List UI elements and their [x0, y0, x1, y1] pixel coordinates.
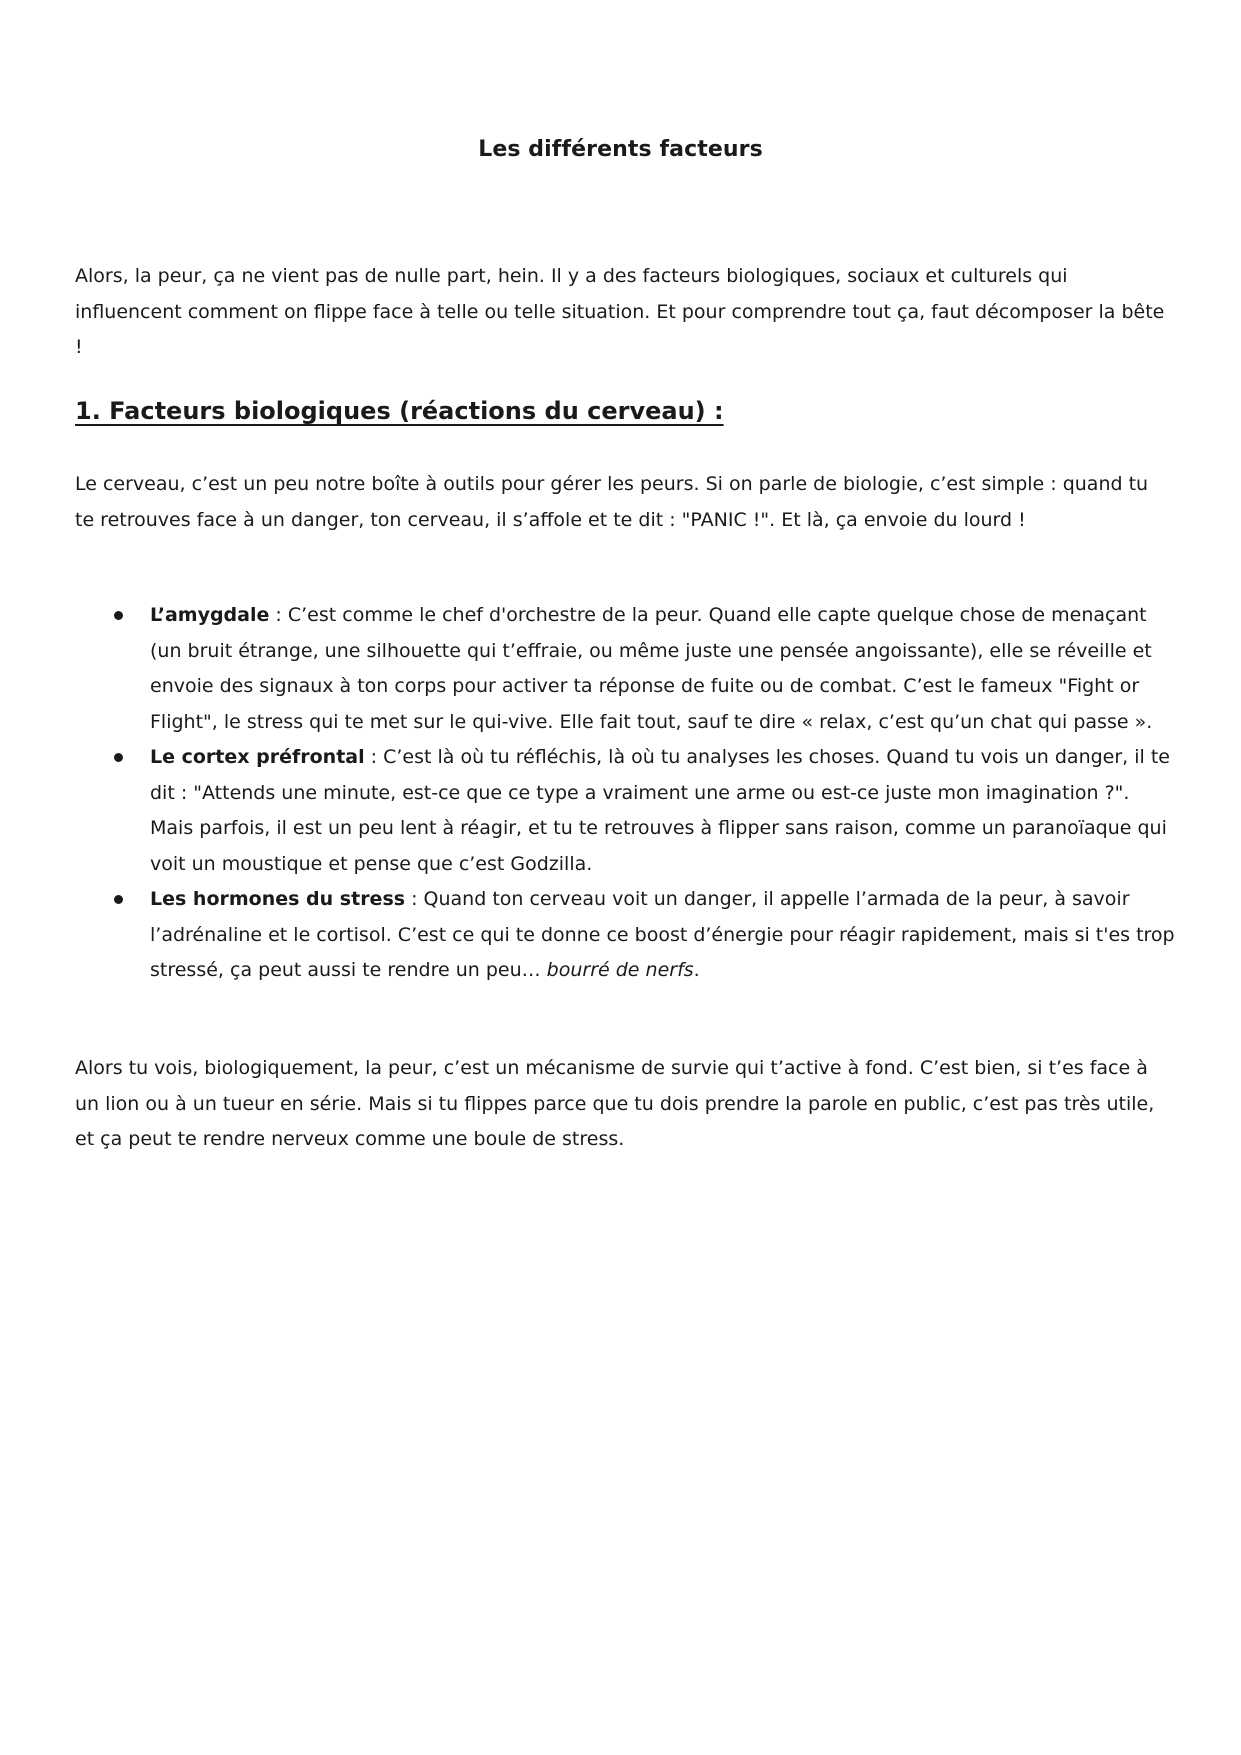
bullet-text: : Quand ton cerveau voit un danger, il appelle l’armada de la peur, à savoir l’adrénaline et le cortisol. C’est ce qui te donne ce boost d’énergie pour réagir rapidement, mais si t'es trop stressé, ça peut aussi te rendre un peu… — [150, 888, 1175, 981]
bullet-term: Les hormones du stress — [150, 888, 406, 910]
bullet-text: : C’est là où tu réfléchis, là où tu analyses les choses. Quand tu vois un danger, il te dit : "Attends une minute, est-ce que ce type a vraiment une arme ou est-ce juste mon imagination ?". Mais parfois, il est un peu lent à réagir, et tu te retrouves à flipper sans raison, comme un paranoïaque qui voit un moustique et pense que c’est Godzilla. — [150, 746, 1170, 875]
brain-paragraph: Le cerveau, c’est un peu notre boîte à outils pour gérer les peurs. Si on parle de biologie, c’est simple : quand tu te retrouves face à un danger, ton cerveau, il s’affole et te dit : "PANIC !". Et là, ça envoie du lourd ! — [75, 473, 1149, 531]
bullet-dot-icon — [114, 611, 123, 620]
list-item-hormones — [75, 882, 1175, 989]
document-title: Les différents facteurs — [478, 137, 763, 162]
bullet-term: L’amygdale — [150, 604, 270, 626]
list-item-cortex — [75, 740, 1175, 882]
section-heading: 1. Facteurs biologiques (réactions du cerveau) : — [75, 397, 724, 425]
list-item-amygdale — [75, 598, 1175, 740]
bullet-text: : C’est comme le chef d'orchestre de la peur. Quand elle capte quelque chose de menaçant (un bruit étrange, une silhouette qui t’effraie, ou même juste une pensée angoissante), elle se réveille et envoie des signaux à ton corps pour activer ta réponse de fuite ou de combat. C’est le fameux "Fight or Flight", le stress qui te met sur le qui-vive. Elle fait tout, sauf te dire « relax, c’est qu’un chat qui passe ». — [150, 604, 1153, 733]
bullet-emphasis: bourré de nerfs — [546, 959, 694, 981]
bullet-tail: . — [693, 959, 700, 981]
intro-paragraph: Alors, la peur, ça ne vient pas de nulle part, hein. Il y a des facteurs biologiques, sociaux et culturels qui influencent comment on flippe face à telle ou telle situation. Et pour comprendre tout ça, faut décomposer la bête ! — [75, 265, 1165, 358]
conclusion-paragraph: Alors tu vois, biologiquement, la peur, c’est un mécanisme de survie qui t’active à fond. C’est bien, si t’es face à un lion ou à un tueur en série. Mais si tu flippes parce que tu dois prendre la parole en public, c’est pas très utile, et ça peut te rendre nerveux comme une boule de stress. — [75, 1057, 1155, 1150]
bullet-list — [75, 598, 1175, 989]
bullet-dot-icon — [114, 895, 123, 904]
bullet-term: Le cortex préfrontal — [150, 746, 365, 768]
bullet-dot-icon — [114, 753, 123, 762]
